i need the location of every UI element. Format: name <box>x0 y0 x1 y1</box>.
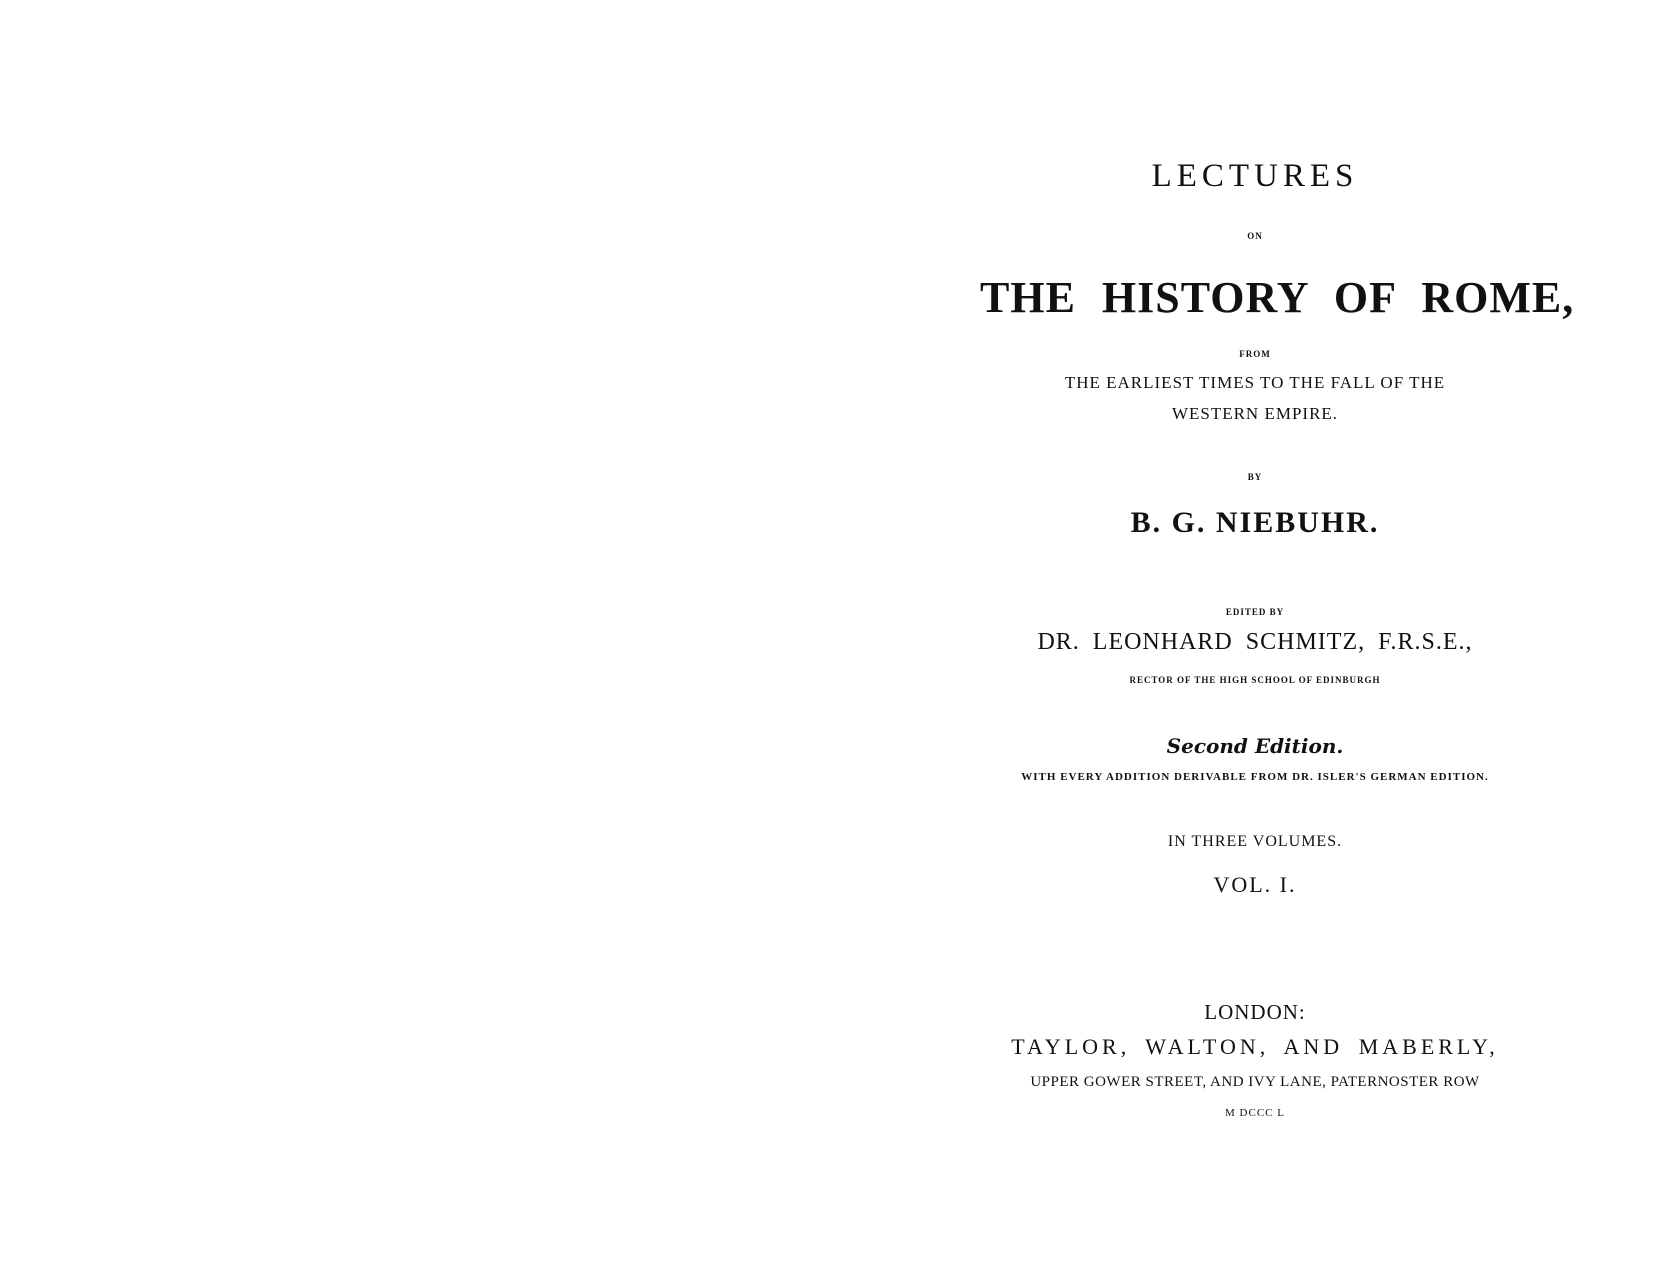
editor-name: DR. LEONHARD SCHMITZ, F.R.S.E., <box>1037 629 1473 655</box>
edited-by-label: EDITED BY <box>1225 607 1285 617</box>
volume-number: VOL. I. <box>1213 872 1297 897</box>
edition-note: WITH EVERY ADDITION DERIVABLE FROM DR. ISLER'S GERMAN EDITION. <box>1021 771 1489 783</box>
connector-by: BY <box>1247 472 1263 482</box>
subtitle-line-1: THE EARLIEST TIMES TO THE FALL OF THE <box>1064 373 1446 392</box>
imprint-publisher: TAYLOR, WALTON, AND MABERLY, <box>1011 1034 1499 1059</box>
connector-from: FROM <box>1239 349 1271 359</box>
edition-label: Second Edition. <box>1166 734 1344 758</box>
subtitle-line-2: WESTERN EMPIRE. <box>1171 404 1339 423</box>
connector-on: ON <box>1247 231 1263 241</box>
author-name: B. G. NIEBUHR. <box>1130 506 1380 539</box>
imprint-year: M DCCC L <box>1225 1107 1285 1119</box>
volume-count: IN THREE VOLUMES. <box>1167 833 1343 850</box>
main-title: THE HISTORY OF ROME, <box>980 273 1575 322</box>
imprint-city: LONDON: <box>1204 1000 1306 1024</box>
editor-title: RECTOR OF THE HIGH SCHOOL OF EDINBURGH <box>1129 675 1381 685</box>
imprint-address: UPPER GOWER STREET, AND IVY LANE, PATERNOSTER ROW <box>1030 1074 1480 1090</box>
heading-lectures: LECTURES <box>1151 158 1359 194</box>
title-page-text-block <box>980 0 1575 1288</box>
title-page <box>940 0 1665 1288</box>
